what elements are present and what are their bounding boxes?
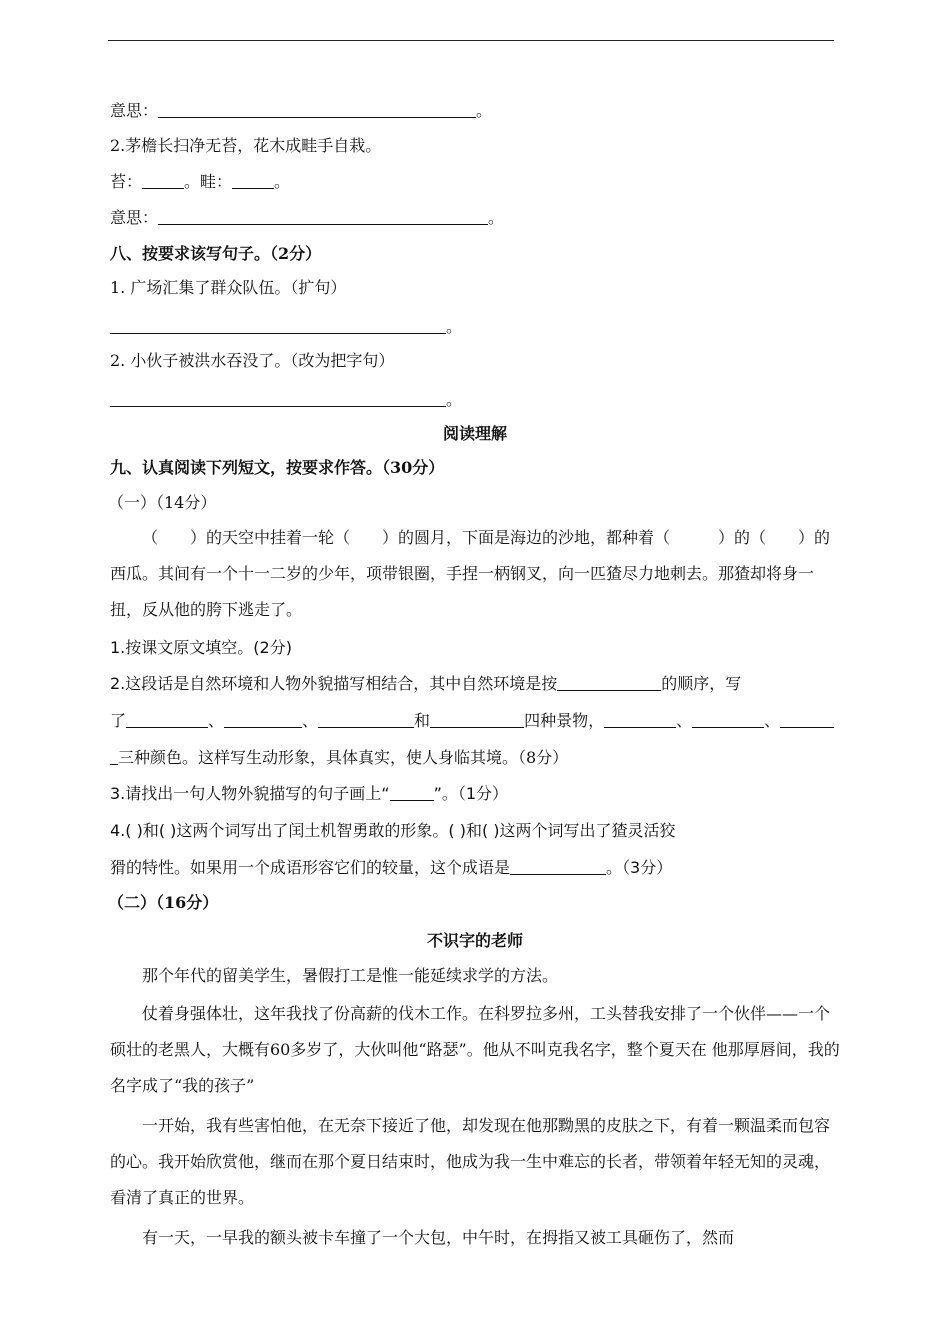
word-label: 苔： xyxy=(110,172,143,191)
question-8-1: 1. 广场汇集了群众队伍。（扩句） xyxy=(110,278,347,297)
answer-blank[interactable] xyxy=(126,711,208,728)
story-paragraph-2: 仗着身强体壮，这年我找了份高薪的伐木工作。在科罗拉多州，工头替我安排了一个伙伴——一个硕壮的老黑人，大概有60多岁了，大伙叫他“路瑟”。他从不叫克我名字，整个夏天在 他那厚唇间，我的名字成了“我的孩子” xyxy=(110,1004,840,1095)
story-paragraph-3: 一开始，我有些害怕他，在无奈下接近了他，却发现在他那黝黑的皮肤之下，有着一颗温柔而包容的心。我开始欣赏他，继而在那个夏日结束时，他成为我一生中难忘的长者，带领着年轻无知的灵魂，看清了真正的世界。 xyxy=(110,1116,831,1207)
question-9-2-line-3 xyxy=(110,747,568,769)
word-label: 。畦： xyxy=(184,172,233,191)
question-text: ”。（1分） xyxy=(433,784,509,803)
part-2-label: （二）（16分） xyxy=(108,893,219,912)
answer-blank[interactable] xyxy=(110,390,446,407)
answer-blank[interactable] xyxy=(780,711,834,728)
answer-blank[interactable] xyxy=(318,711,414,728)
answer-blank[interactable] xyxy=(390,784,434,801)
answer-blank[interactable] xyxy=(158,101,476,118)
header-rule xyxy=(108,40,834,41)
question-text: 了 xyxy=(110,711,127,730)
answer-blank[interactable] xyxy=(430,711,524,728)
answer-line-8-2 xyxy=(110,389,462,411)
meaning-line-1 xyxy=(110,100,492,122)
meaning-line-2 xyxy=(110,207,504,229)
question-8-2: 2. 小伙子被洪水吞没了。（改为把字句） xyxy=(110,351,395,370)
question-text: 三种颜色。这样写生动形象，具体真实，使人身临其境。（8分） xyxy=(118,748,569,767)
question-9-4-line-1: 4.( )和( )这两个词写出了闰土机智勇敢的形象。( )和( )这两个词写出了猹灵活狡 xyxy=(110,821,676,840)
separator: 、 xyxy=(208,711,225,730)
question-text: 和 xyxy=(414,711,431,730)
section-8-title: 八、按要求该写句子。（2分） xyxy=(110,244,322,263)
question-9-2-line-2 xyxy=(110,710,834,732)
question-text: 2.这段话是自然环境和人物外貌描写相结合，其中自然环境是按 xyxy=(110,674,558,693)
answer-blank[interactable] xyxy=(142,172,184,189)
period: 。 xyxy=(488,208,505,227)
story-paragraph-4: 有一天，一早我的额头被卡车撞了一个大包，中午时，在拇指又被工具砸伤了，然而 xyxy=(142,1228,735,1247)
story-paragraph-1: 那个年代的留美学生，暑假打工是惟一能延续求学的方法。 xyxy=(142,966,559,985)
passage-1: （ ）的天空中挂着一轮（ ）的圆月，下面是海边的沙地，都种着（ ）的（ ）的西瓜。其间有一个十一二岁的少年，项带银圈，手捏一柄钢叉，向一匹猹尽力地刺去。那猹却将身一扭，反从他的胯下逃走了。 xyxy=(110,528,831,619)
part-1-label: （一）（14分） xyxy=(108,493,217,512)
answer-blank[interactable] xyxy=(557,674,661,691)
answer-blank[interactable] xyxy=(224,711,302,728)
question-9-1: 1.按课文原文填空。(2分) xyxy=(110,638,292,657)
answer-line-8-1 xyxy=(110,316,462,338)
answer-blank[interactable] xyxy=(110,317,446,334)
word-definition-line xyxy=(110,171,290,193)
period: 。 xyxy=(274,172,291,191)
period: 。 xyxy=(446,317,463,336)
question-text: 的顺序，写 xyxy=(661,674,742,693)
question-9-3 xyxy=(110,783,508,805)
poem-line: 2.茅檐长扫净无苔，花木成畦手自栽。 xyxy=(110,136,382,155)
reading-heading: 阅读理解 xyxy=(442,424,507,443)
separator: 、 xyxy=(302,711,319,730)
story-title: 不识字的老师 xyxy=(426,931,523,950)
answer-blank[interactable] xyxy=(158,208,488,225)
separator: 、 xyxy=(676,711,693,730)
separator: 、 xyxy=(764,711,781,730)
question-text: 四种景物， xyxy=(524,711,605,730)
question-text: 3.请找出一句人物外貌描写的句子画上“ xyxy=(110,784,390,803)
answer-blank[interactable] xyxy=(110,748,118,765)
question-9-4-line-2 xyxy=(110,857,672,879)
question-text: 。（3分） xyxy=(606,858,673,877)
answer-blank[interactable] xyxy=(604,711,676,728)
period: 。 xyxy=(446,390,463,409)
meaning-label: 意思： xyxy=(110,101,159,120)
period: 。 xyxy=(476,101,493,120)
question-9-2-line-1 xyxy=(110,673,741,695)
answer-blank[interactable] xyxy=(692,711,764,728)
answer-blank[interactable] xyxy=(510,858,606,875)
answer-blank[interactable] xyxy=(232,172,274,189)
meaning-label: 意思： xyxy=(110,208,159,227)
section-9-title: 九、认真阅读下列短文，按要求作答。（30分） xyxy=(110,458,445,477)
question-text: 猾的特性。如果用一个成语形容它们的较量，这个成语是 xyxy=(110,858,511,877)
